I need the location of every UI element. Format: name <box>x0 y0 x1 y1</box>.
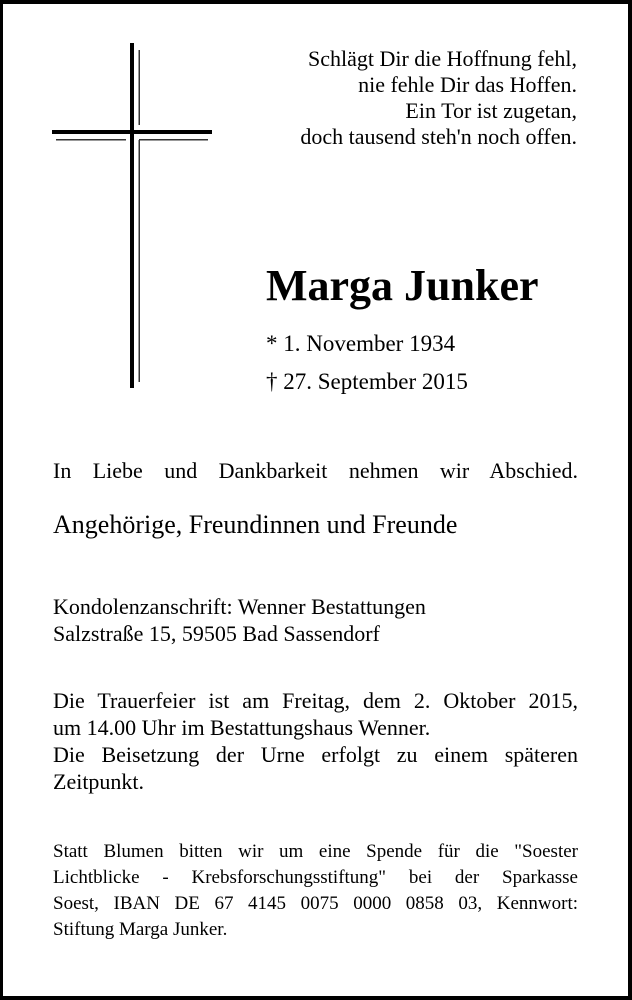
poem-line: Schlägt Dir die Hoffnung fehl, <box>307 46 577 71</box>
farewell-text <box>53 458 578 484</box>
death-date: † 27. September 2015 <box>266 369 468 394</box>
poem-line: nie fehle Dir das Hoffen. <box>358 72 577 97</box>
service-line: Zeitpunkt. <box>53 769 145 794</box>
donation-line: Statt Blumen bitten wir um eine Spende für die "Soester <box>53 841 578 862</box>
obituary-card <box>3 4 628 996</box>
mourners-text: Angehörige, Freundinnen und Freunde <box>53 510 458 539</box>
service-line: Die Beisetzung der Urne erfolgt zu einem späteren <box>53 742 578 767</box>
donation-line: Stiftung Marga Junker. <box>53 919 228 940</box>
address-line: Salzstraße 15, 59505 Bad Sassendorf <box>53 621 380 646</box>
donation-request <box>53 839 578 943</box>
donation-line: Lichtblicke - Krebsforschungsstiftung" bei der Sparkasse <box>53 867 578 888</box>
deceased-name: Marga Junker <box>266 261 539 310</box>
poem-line: Ein Tor ist zugetan, <box>405 98 577 123</box>
poem-line: doch tausend steh'n noch offen. <box>300 124 577 149</box>
farewell-line: In Liebe und Dankbarkeit nehmen wir Abschied. <box>53 458 578 483</box>
service-line: um 14.00 Uhr im Bestattungshaus Wenner. <box>53 715 431 740</box>
donation-line: Soest, IBAN DE 67 4145 0075 0000 0858 03, Kennwort: <box>53 893 578 914</box>
service-line: Die Trauerfeier ist am Freitag, dem 2. Oktober 2015, <box>53 688 578 713</box>
birth-date: * 1. November 1934 <box>266 331 456 356</box>
address-line: Kondolenzanschrift: Wenner Bestattungen <box>53 594 426 619</box>
poem <box>237 46 577 150</box>
service-info <box>53 687 578 795</box>
condolence-address <box>53 593 578 647</box>
